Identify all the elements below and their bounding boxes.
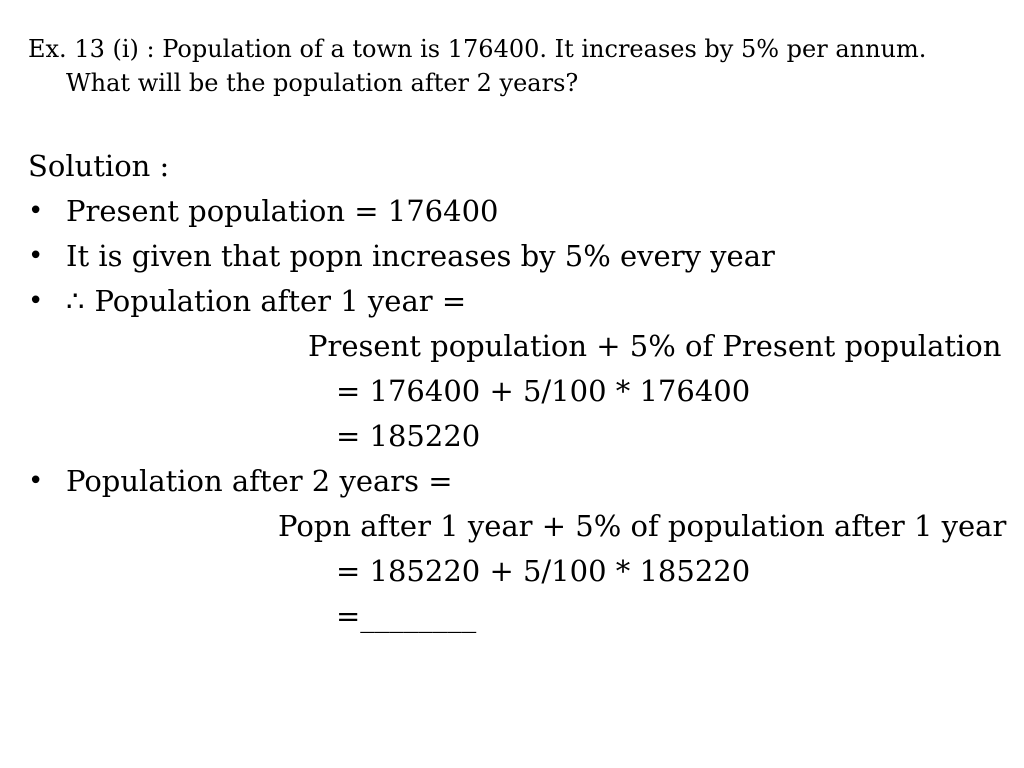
population-after-2-years-line: Population after 2 years =: [66, 464, 453, 498]
year2-substitution: = 185220 + 5/100 * 185220: [336, 554, 751, 588]
therefore-symbol: ∴: [66, 284, 85, 318]
bullet-marker: •: [28, 286, 44, 316]
bullet-marker: •: [28, 196, 44, 226]
population-after-1-year-line: [66, 283, 466, 319]
year1-formula: Present population + 5% of Present population: [308, 329, 1002, 363]
question-text: Ex. 13 (i) : Population of a town is 176400. It increases by 5% per annum. What will be the population after 2 years?: [28, 35, 927, 97]
solution-heading: Solution :: [28, 149, 170, 183]
present-population-line: Present population = 176400: [66, 194, 499, 228]
year1-substitution: = 176400 + 5/100 * 176400: [336, 374, 751, 408]
increase-rate-line: It is given that popn increases by 5% every year: [66, 239, 775, 273]
year2-answer-blank: =________: [336, 599, 477, 633]
year2-formula: Popn after 1 year + 5% of population after 1 year: [278, 509, 1007, 543]
year1-result: = 185220: [336, 419, 481, 453]
population-after-1-year-label: Population after 1 year =: [94, 284, 467, 318]
bullet-marker: •: [28, 241, 44, 271]
bullet-marker: •: [28, 466, 44, 496]
